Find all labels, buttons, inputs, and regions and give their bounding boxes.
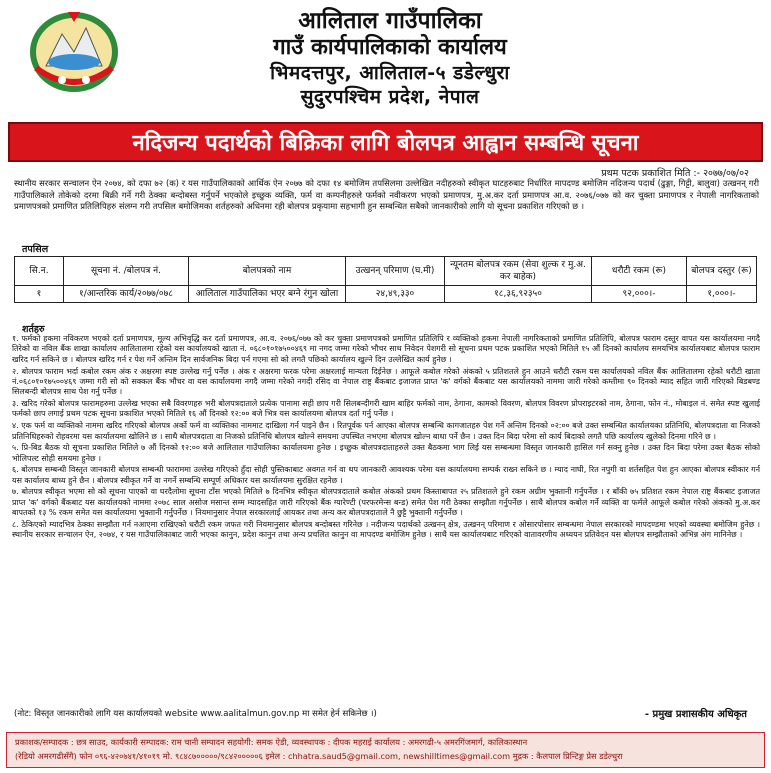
column-header: उत्खनन् परिमाण (घ.मी) bbox=[346, 257, 445, 286]
website-note: (नोट: विस्तृत जानकारीको लागि यस कार्यालयको website www.aalitalmun.gov.np मा समेत हेर्न सकिनेछ ।) bbox=[14, 709, 377, 719]
term-item: २. बोलपत्र फाराम भर्दा कबोल रकम अंक र अक्षरमा स्पष्ट उल्लेख गर्नु पर्नेछ । अंक र अक्षरमा फरक परेमा अक्षरलाई मान्यता दिईनेछ । आफूले कबोल गरेको अंकको ५ प्रतिशतले हुन आउने धरौटी रकम यस कार्यालयको नविल बैंक आलितालमा रहेको धरौटी खाता नं.०६८०१०१७५००४६९ जम्मा गरी सो को सक्कल बैंक भौचर वा यस कार्यालयमा नगदै जम्मा गरेको नगदी रसिद वा नेपाल राष्ट्र बैंकबाट इजाजत प्राप्त 'क' वर्गको बैंकबाट यस कार्यालयको नाममा जारी गरेको कम्तीमा ९० दिनको म्याद सहित जारी गरिएको बिडबण्ड सिलबन्दी बोलपत्र साथ पेश गर्नु पर्नेछ । bbox=[12, 366, 760, 397]
table-cell: २४,४९,३३० bbox=[346, 286, 445, 303]
term-item: ६. बोलपत्र सम्बन्धी विस्तृत जानकारी बोलपत्र सम्बन्धी फाराममा उल्लेख गरिएको हुँदा सोही पुस्तिकाबाट अवगत गर्न वा थप जानकारी आवश्यक परेमा यस कार्यालयमा सम्पर्क राख्न सकिने छ । म्याद नाघी, रित नपुगी वा शर्तसहित पेश हुन आएका बोलपत्र स्वीकार गर्न यस कार्यालय बाध्य हुने छैन । बोलपत्र स्वीकृत गर्ने वा नगर्ने सम्बन्धि सम्पूर्ण अधिकार यस कार्यालयमा सुरक्षित रहनेछ । bbox=[12, 465, 760, 485]
column-header: बोलपत्रको नाम bbox=[189, 257, 346, 286]
terms-heading: शर्तहरु bbox=[22, 324, 45, 335]
details-heading: तपसिल bbox=[22, 244, 49, 255]
table-cell: ९२,०००।- bbox=[592, 286, 687, 303]
footer-contact-line: (रेडियो अमरगढीसँगै) फोन ०९६-४२०७४१/४१०१९ मो. ९८४८७०००००/९८४२०००००६ इमेल : chhatra.saud5@gmail.com, newshilltimes@gmail.com मुद्रक : कैलपाल प्रिन्टिङ्ग प्रेस डडेल्धुरा bbox=[15, 750, 623, 761]
column-header: धरौटी रकम (रू) bbox=[592, 257, 687, 286]
table-cell: १,०००।- bbox=[687, 286, 757, 303]
office-address: भिमदत्तपुर, आलिताल-५ डडेल्धुरा bbox=[270, 62, 510, 84]
column-header: सूचना नं. /बोलपत्र नं. bbox=[64, 257, 189, 286]
province-name: सुदुरपश्चिम प्रदेश, नेपाल bbox=[300, 86, 480, 108]
column-header: बोलपत्र दस्तुर (रू) bbox=[687, 257, 757, 286]
publisher-footer bbox=[6, 732, 765, 768]
column-header: सि.न. bbox=[15, 257, 64, 286]
table-cell: १८,३६,९२३५० bbox=[445, 286, 592, 303]
term-item: ३. खरिद गरेको बोलपत्र फारामहरुमा उल्लेख भएका सबै विवरणहरु भरी बोलपत्रदाताले प्रत्येक पानामा सही छाप गरी सिलबन्दीगरी खाम बाहिर फर्मको नाम, ठेगाना, कामको विवरण, बोलपत्र विवरण प्रोपराइटरको नाम, ठेगाना, फोन नं., मोबाइल नं. समेत स्पष्ट खुलाई फर्मको छाप लगाई प्रथम पटक सूचना प्रकाशित भएको मितिले १६ औं दिनको १२:०० बजे भित्र यस कार्यालयमा बोलपत्र दर्ता गर्नु पर्नेछ । bbox=[12, 399, 760, 419]
intro-paragraph: स्थानीय सरकार सन्चालन ऐन २०७४, को दफा ७२ (क) र यस गाउँपालिकाको आर्थिक ऐन २०७७ को दफा १४ बमोजिम तपसिलमा उल्लेखित नदीहरुको स्वीकृत घाटहरुबाट निर्धारित मापदण्ड बमोजिम नदिजन्य पदार्थ (ढुङ्गा, गिट्टी, बालुवा) उत्खनन् गरी गाउँपालिकाले तोकेको दरमा बिक्री गर्ने गरी ठेक्का बन्दोबस्त गर्नुपर्ने भएकोले इच्छुक व्यक्ति, फर्म वा कम्पनीहरुले फर्मको नवीकरण भएको प्रमाणपत्र, मु.अ.कर दर्ता प्रमाणपत्र आ.व. २०७६/०७७ को कर चुक्ता प्रमाणपत्र र नेपाली नागरिकताको प्रमाणपत्रको प्रमाणित प्रतिलिपिहरु संलग्न गरी तपसिल बमोजिमका शर्तहरुको अधिनमा रही बोलपत्र प्रकृयामा सहभागी हुन सम्बन्धित सबैको जानकारीको लागि यो सूचना प्रकाशित गरिएको छ । bbox=[14, 178, 759, 212]
terms-list bbox=[12, 334, 760, 542]
nepal-emblem-icon bbox=[28, 6, 120, 94]
table-cell: १/आन्तरिक कार्य/२०७७/०७८ bbox=[64, 286, 189, 303]
office-name: गाउँ कार्यपालिकाको कार्यालय bbox=[273, 35, 507, 60]
signatory: - प्रमुख प्रशासकीय अधिकृत bbox=[644, 709, 747, 720]
term-item: ५. प्रि-बिड बैठक यो सूचना प्रकाशित मितिले ७ औं दिनको १२:०० बजे आलिताल गाउँपालिका कार्यालयमा हुनेछ । इच्छुक बोलपत्रदाताहरुले उक्त बैठकमा भाग लिई यस सम्बन्धमा विस्तृत जानकारी हासिल गर्न सक्नु हुनेछ । उक्त दिन बिदा परेमा उक्त बैठक सोको भोलिपल्ट सोही समयमा हुनेछ । bbox=[12, 443, 760, 463]
term-item: ७. बोलपत्र स्वीकृत भएमा सो को सूचना पाएको वा घरदैलोमा सूचना टाँस भएको मितिले ७ दिनभित्र स्वीकृत बोलपत्रदाताले कबोल अंकको प्रथम किस्ताबापत २५ प्रतिशतले हुने रकम अग्रीम भुक्तानी गर्नुपर्नेछ । र बाँकी ७५ प्रतिशत रकम नेपाल राष्ट्र बैंकबाट इजाजत प्राप्त 'क' वर्गको बैंकबाट यस कार्यालयको नाममा २०७८ साल असोज मसान्त सम्म म्यादसहित जारी गरिएको बैंक ग्यारेण्टी (परफरमेन्स बन्ड) समेत पेश गरी ठेक्का सम्झौता गर्नुपर्नेछ । साथै बोलपत्र कबोल गर्ने व्यक्ति वा फर्मले आफूले कबोल गरेको अंकको मु.अ.कर बापतको १३ % रकम समेत यस कार्यालयमा भुक्तानी गर्नुपर्नेछ । नियमानुसार नेपाल सरकारलाई आयकर तथा अन्य कर बोलपत्रदाताले नै छुट्टै भुक्तानी गर्नुपर्नेछ । bbox=[12, 487, 760, 518]
term-item: १. फर्मको हकमा नविकरण भएको दर्ता प्रमाणपत्र, मूल्य अभिवृद्धि कर दर्ता प्रमाणपत्र, आ.व. २०७६/०७७ को कर चुक्ता प्रमाणपत्रको प्रमाणित प्रतिलिपि र व्यक्तिको हकमा नेपाली नागरिकताको प्रमाणित प्रतिलिपि, बोलपत्र फाराम दस्तुर वापत यस कार्यालयमा नगदै तिरेको वा नविल बैंक शाखा कार्यालय आलितालमा रहेको यस कार्यालयको खाता नं. ०६८०१०१७५००४६९ मा नगद जम्मा गरेको भौचर साथ निवेदन पेशगरी सो सूचना प्रथम पटक प्रकाशित भएको मितिले १५ औं दिनको कार्यालय समयभित्र कार्यालयबाट बोलपत्र फाराम खरिद गर्न सकिने छ । बोलपत्र खरिद गर्न र पेश गर्ने अन्तिम दिन सार्वजनिक बिदा पर्न गएमा सो को लगतै पछिको कार्यालय खुल्ने दिन उल्लेखित कार्य हुनेछ । bbox=[12, 334, 760, 364]
bid-details-table bbox=[14, 256, 757, 303]
table-row bbox=[15, 286, 757, 303]
footer-publisher-line: प्रकाशक/सम्पादक : छत्र साउद, कार्यकारी सम्पादक: राम चानी सम्पादन सहयोगी: समक ऐडी, व्यवस्थापक : दीपक महराई कार्यालय : अमरगढी-५ अमरगिंजमार्ग, कालिकास्थान bbox=[15, 737, 528, 747]
municipality-name: आलिताल गाउँपालिका bbox=[298, 8, 482, 34]
column-header: न्यूनतम बोलपत्र रकम (सेवा शुल्क र मु.अ. कर बाहेक) bbox=[445, 257, 592, 286]
letterhead bbox=[0, 0, 771, 118]
title-block bbox=[130, 8, 650, 109]
table-cell: आलिताल गाउँपालिका भएर बग्ने रंगुन खोला bbox=[189, 286, 346, 303]
publication-date: प्रथम पटक प्रकाशित मिति :- २०७७/०७/०२ bbox=[601, 168, 749, 179]
term-item: ८. ठेकिएको म्यादभित्र ठेक्का सम्झौता गर्न नआएमा राखिएको धरौटी रकम जफत गरी नियमानुसार बोलपत्र बन्दोबस्त गरिनेछ । नदीजन्य पदार्थको उत्खनन् क्षेत्र, उत्खनन् परिमाण र ओसारपोसार सम्बन्धमा नेपाल सरकारको मापदण्डमा भएको व्यवस्था बमोजिम हुनेछ । स्थानीय सरकार सन्चालन ऐन, २०७४, र यस गाउँपालिकाबाट जारी भएका कानुन, प्रदेश कानुन तथा अन्य प्रचलित कानुन वा मापदण्ड बमोजिम हुनेछ । साथै यस कार्यालयबाट गरिएको वातावरणीय अध्ययन प्रतिवेदन यस बोलपत्र सम्झौताको अभिन्न अंग मानिनेछ । bbox=[12, 519, 760, 540]
table-cell: १ bbox=[15, 286, 64, 303]
table-header-row bbox=[15, 257, 757, 286]
notice-title-banner: नदिजन्य पदार्थको बिक्रिका लागि बोलपत्र आह्वान सम्बन्धि सूचना bbox=[8, 122, 763, 162]
term-item: ४. एक फर्म वा व्यक्तिको नाममा खरिद गरिएको बोलपत्र अर्को फर्म वा व्यक्तिका नाममाट दाखिला गर्न पाइने छैन । रितपूर्वक पर्न आएका बोलपत्र सम्बन्धि कागजातहरु पेश गर्ने अन्तिम दिनको ०२:०० बजे उक्त सम्बन्धित कार्यालयका प्रतिनिधि, बोलपत्रदाता वा निजको प्रतिनिधिहरुको रोहवरमा यस कार्यालयमा खोलिने छ । साथै बोलपत्रदाता वा निजको प्रतिनिधि बोलपत्र खोल्ने समयमा उपस्थित नभएमा बोलपत्र खोल्न बाधा पर्ने छैन । उक्त दिन बिदा परेमा सो कार्य बिदाको लगतै पछि कार्यालय खुलेको दिनमा गरिने छ । bbox=[12, 421, 760, 441]
